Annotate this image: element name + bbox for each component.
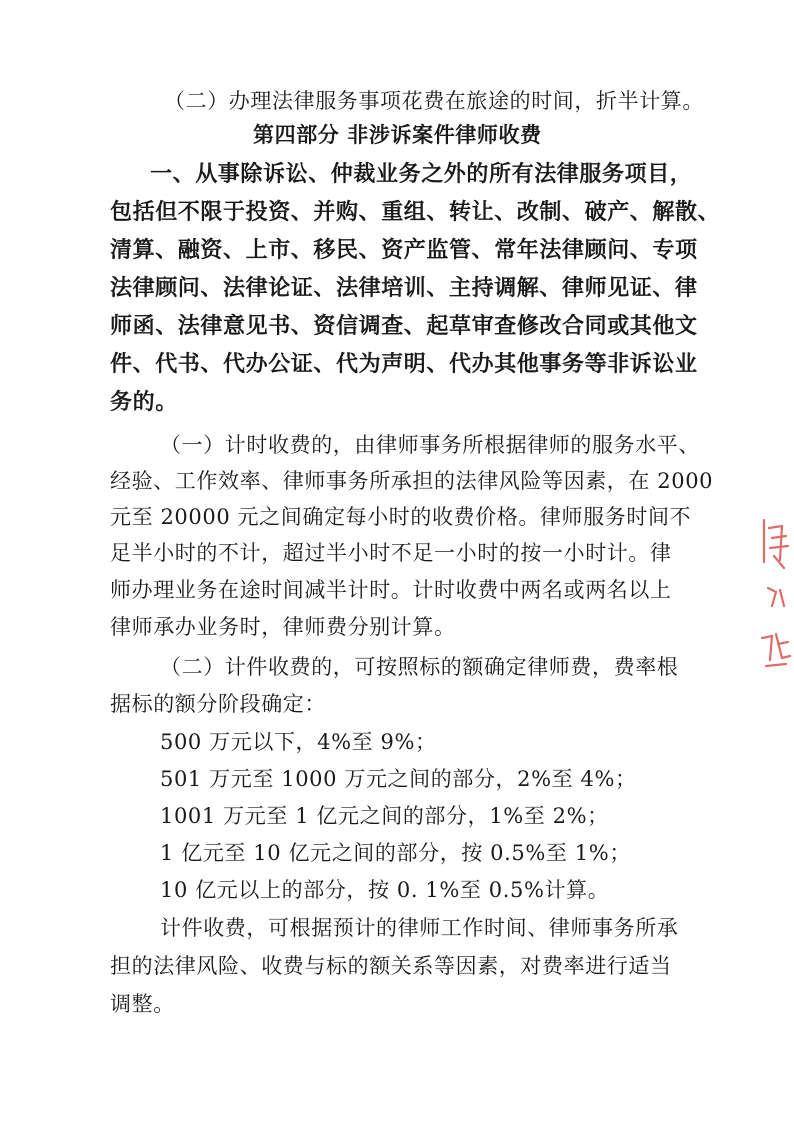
bold-line: 法律顾问、法律论证、法律培训、主持调解、律师见证、律: [110, 276, 698, 301]
rate-line: 1001 万元至 1 亿元之间的部分，1%至 2%；: [160, 804, 609, 828]
adjust-line: 调整。: [110, 992, 175, 1016]
bold-line: 清算、融资、上市、移民、资产监管、常年法律顾问、专项: [110, 238, 698, 263]
seal-stamp-fragment: [758, 510, 794, 690]
bold-line: 一、从事除诉讼、仲裁业务之外的所有法律服务项目，: [150, 162, 693, 187]
bold-line: 包括但不限于投资、并购、重组、转让、改制、破产、解散、: [110, 200, 721, 225]
hourly-line: 律师承办业务时，律师费分别计算。: [110, 615, 456, 639]
hourly-line: 经验、工作效率、律师事务所承担的法律风险等因素，在 2000: [110, 469, 714, 493]
piece-line: 据标的额分阶段确定：: [110, 692, 326, 716]
bold-line: 件、代书、代办公证、代为声明、代办其他事务等非诉讼业: [110, 352, 698, 377]
rate-line: 501 万元至 1000 万元之间的部分，2%至 4%；: [160, 767, 637, 791]
hourly-line: 元至 20000 元之间确定每小时的收费价格。律师服务时间不: [110, 505, 692, 529]
rate-line: 1 亿元至 10 亿元之间的部分，按 0.5%至 1%；: [160, 841, 631, 865]
bold-line: 务的。: [110, 390, 178, 415]
hourly-line: 足半小时的不计，超过半小时不足一小时的按一小时计。律: [110, 541, 672, 565]
hourly-line: （一）计时收费的，由律师事务所根据律师的服务水平、: [160, 433, 700, 457]
rate-line: 500 万元以下，4%至 9%；: [160, 730, 437, 754]
hourly-line: 师办理业务在途时间减半计时。计时收费中两名或两名以上: [110, 578, 672, 602]
bold-line: 师函、法律意见书、资信调查、起草审查修改合同或其他文: [110, 314, 698, 339]
rate-line: 10 亿元以上的部分，按 0. 1%至 0.5%计算。: [160, 878, 610, 902]
adjust-line: 计件收费，可根据预计的律师工作时间、律师事务所承: [160, 916, 679, 940]
paragraph-travel-time: （二）办理法律服务事项花费在旅途的时间，折半计算。: [164, 89, 704, 113]
piece-line: （二）计件收费的，可按照标的额确定律师费，费率根: [160, 655, 679, 679]
section-heading: 第四部分 非涉诉案件律师收费: [253, 123, 542, 147]
adjust-line: 担的法律风险、收费与标的额关系等因素，对费率进行适当: [110, 954, 672, 978]
